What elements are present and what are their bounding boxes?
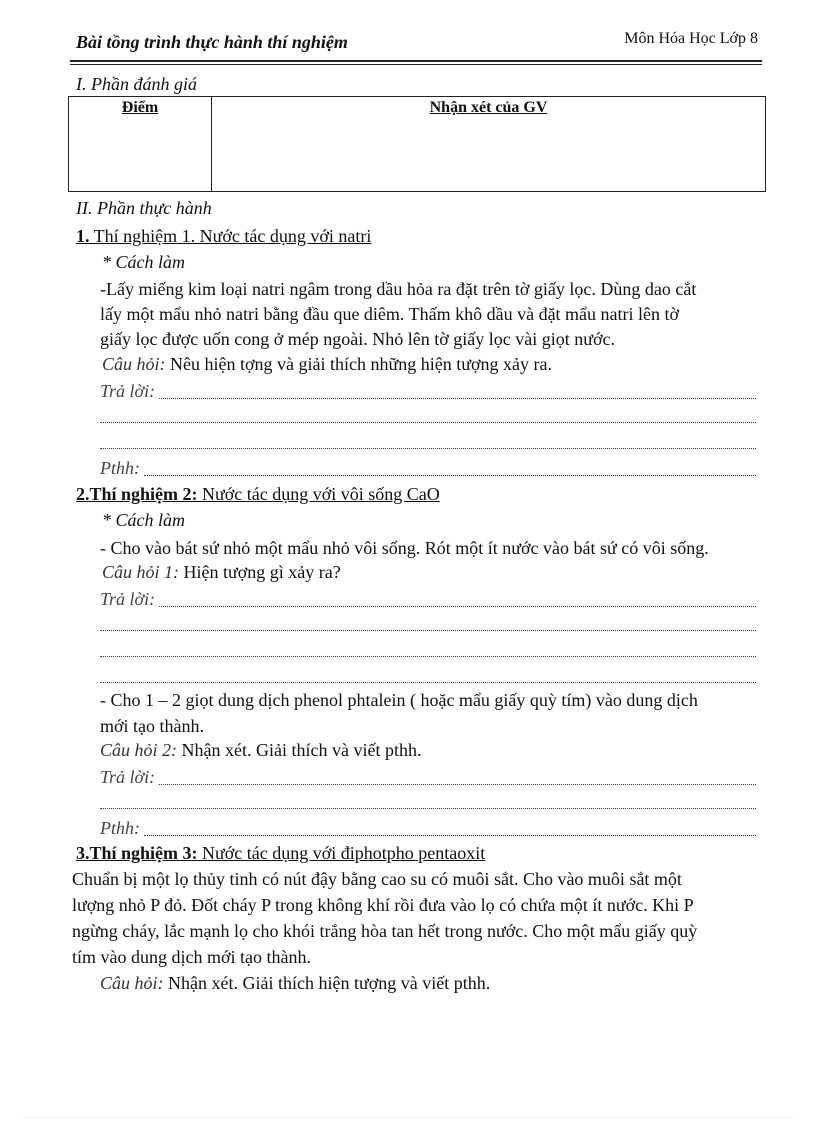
experiment-1-answer-line[interactable]	[100, 381, 756, 402]
subject-label: Môn Hóa Học Lớp 8	[624, 30, 758, 47]
section-practice-title: II. Phần thực hành	[76, 198, 212, 218]
worksheet-title: Bài tồng trình thực hành thí nghiệm	[76, 32, 348, 52]
answer-line[interactable]	[100, 664, 756, 683]
experiment-2-step-1: - Cho vào bát sứ nhỏ một mẩu nhỏ vôi sống. Rót một ít nước vào bát sứ có vôi sống.	[100, 538, 709, 558]
question-label: Câu hỏi:	[102, 354, 166, 374]
page-bottom-divider	[22, 1117, 794, 1118]
question-label: Câu hỏi 2:	[100, 740, 178, 760]
experiment-2-step-2-line-1: - Cho 1 – 2 giọt dung dịch phenol phtalein ( hoặc mẩu giấy quỳ tím) vào dung dịch	[100, 690, 698, 710]
experiment-3-instruction-line-3: ngừng cháy, lắc mạnh lọ cho khói trắng hòa tan hết trong nước. Cho một mẩu giấy quỳ	[72, 921, 698, 941]
comment-header: Nhận xét của GV	[429, 99, 548, 116]
answer-line[interactable]	[100, 430, 756, 449]
experiment-3-instruction-line-4: tím vào dung dịch mới tạo thành.	[72, 947, 311, 967]
experiment-2-heading	[76, 484, 440, 505]
experiment-3-heading	[76, 843, 485, 864]
experiment-1-instruction-line-3: giấy lọc được uốn cong ở mép ngoài. Nhỏ lên tờ giấy lọc vài giọt nước.	[100, 329, 615, 349]
score-cell[interactable]	[69, 97, 212, 191]
experiment-1-number: 1.	[76, 226, 90, 246]
question-text: Nêu hiện tợng và giải thích những hiện tượng xảy ra.	[170, 354, 552, 374]
score-header: Điểm	[121, 99, 159, 116]
experiment-2-answer-line[interactable]	[100, 589, 756, 610]
evaluation-table	[68, 96, 766, 192]
answer-line[interactable]	[100, 790, 756, 809]
question-text: Nhận xét. Giải thích và viết pthh.	[181, 740, 422, 760]
question-text: Hiện tượng gì xảy ra?	[183, 562, 341, 582]
pthh-label: Pthh:	[100, 458, 140, 478]
answer-label: Trả lời:	[100, 767, 156, 787]
question-label: Câu hỏi 1:	[102, 562, 180, 582]
header-rule-thick	[70, 60, 762, 62]
answer-label: Trả lời:	[100, 381, 156, 401]
header-rule-thin	[70, 64, 762, 65]
experiment-2-question-2	[100, 740, 421, 761]
experiment-3-instruction-line-2: lượng nhỏ P đỏ. Đốt cháy P trong không khí rồi đưa vào lọ có chứa một ít nước. Khi P	[72, 895, 694, 915]
experiment-2-title: Nước tác dụng với vôi sống CaO	[197, 484, 440, 504]
experiment-3-question	[100, 973, 490, 994]
experiment-1-method-label: * Cách làm	[102, 252, 185, 272]
answer-line[interactable]	[100, 404, 756, 423]
experiment-2-method-label: * Cách làm	[102, 510, 185, 530]
pthh-label: Pthh:	[100, 818, 140, 838]
experiment-3-instruction-line-1: Chuẩn bị một lọ thủy tinh có nút đậy bằng cao su có muôi sắt. Cho vào muôi sắt một	[72, 869, 682, 889]
experiment-1-question	[102, 354, 552, 375]
experiment-1-pthh-line[interactable]	[100, 458, 756, 479]
answer-line[interactable]	[100, 612, 756, 631]
experiment-3-number: 3.	[76, 843, 90, 863]
experiment-1-instruction-line-1: -Lấy miếng kim loại natri ngâm trong dầu hỏa ra đặt trên tờ giấy lọc. Dùng dao cắt	[100, 279, 697, 299]
experiment-2-step-2-line-2: mới tạo thành.	[100, 716, 205, 736]
experiment-1-instruction-line-2: lấy một mẩu nhỏ natri bằng đầu que diêm. Thấm khô dầu và đặt mẩu natri lên tờ	[100, 304, 680, 324]
experiment-1-title: Thí nghiệm 1. Nước tác dụng với natri	[89, 226, 372, 246]
experiment-2-title-bold: Thí nghiệm 2:	[89, 484, 198, 504]
experiment-1-heading	[76, 226, 371, 247]
comment-cell[interactable]	[212, 97, 765, 191]
section-evaluation-title: I. Phần đánh giá	[76, 74, 197, 94]
experiment-2-number: 2.	[76, 484, 90, 504]
experiment-2-answer-2-line[interactable]	[100, 767, 756, 788]
answer-label: Trả lời:	[100, 589, 156, 609]
question-label: Câu hỏi:	[100, 973, 164, 993]
experiment-3-title: Nước tác dụng với điphotpho pentaoxit	[197, 843, 486, 863]
question-text: Nhận xét. Giải thích hiện tượng và viết pthh.	[168, 973, 491, 993]
experiment-3-title-bold: Thí nghiệm 3:	[89, 843, 198, 863]
experiment-2-question-1	[102, 562, 341, 583]
answer-line[interactable]	[100, 638, 756, 657]
experiment-2-pthh-line[interactable]	[100, 818, 756, 839]
